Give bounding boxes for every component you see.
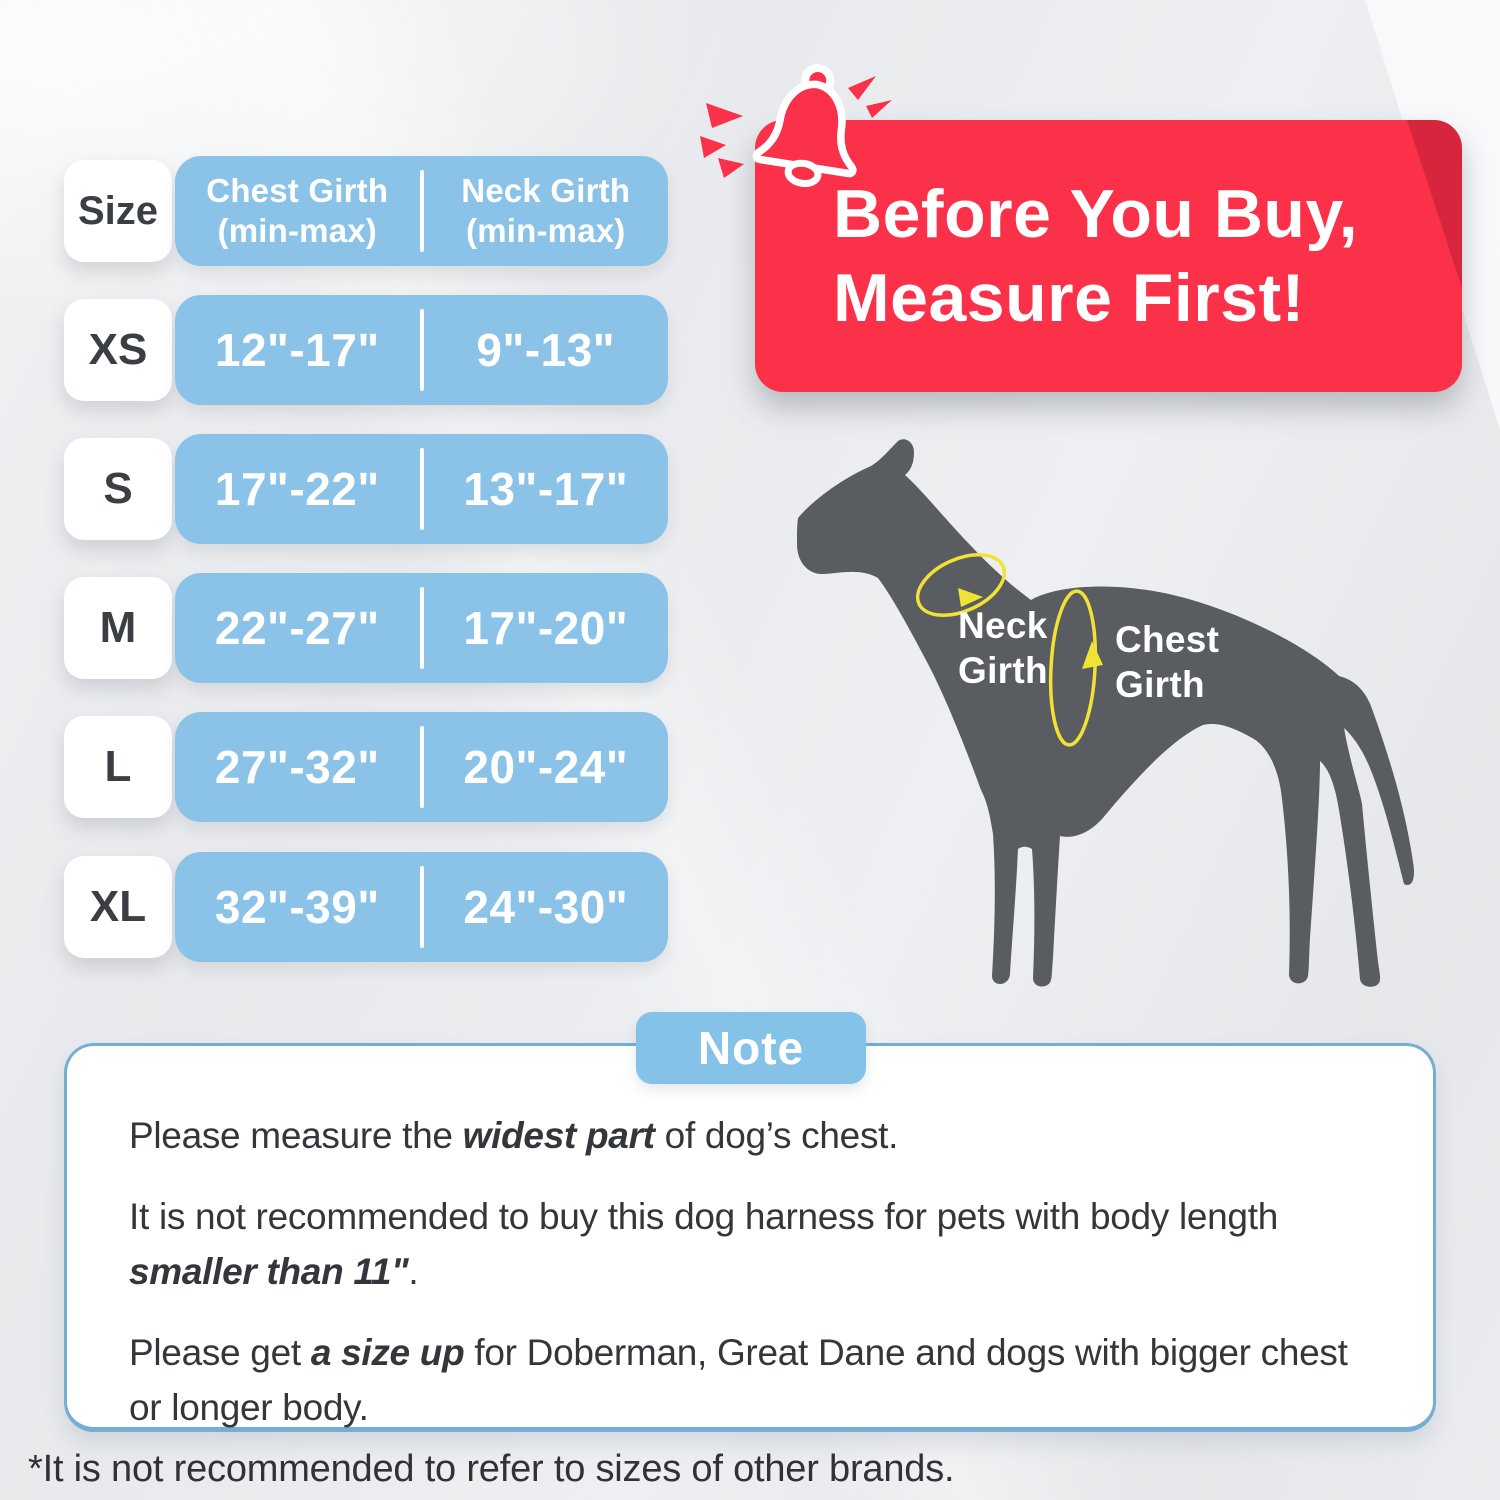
neck-girth-value: 24"-30" (463, 881, 629, 933)
note-paragraph-3: Please get a size up for Doberman, Great Dane and dogs with bigger chest or longer body. (129, 1332, 1348, 1428)
neck-girth-label-line1: Neck (958, 605, 1048, 646)
row-label-s (64, 438, 172, 540)
note-paragraph-2: It is not recommended to buy this dog harness for pets with body length smaller than 11". (129, 1196, 1278, 1292)
chest-girth-label-line1: Chest (1115, 619, 1220, 660)
table-row (175, 573, 668, 683)
neck-girth-label-line2: Girth (958, 650, 1048, 691)
size-value: L (104, 742, 132, 791)
table-row (175, 712, 668, 822)
chest-girth-value: 32"-39" (214, 881, 380, 933)
dog-silhouette (793, 438, 1423, 994)
chest-girth-value: 17"-22" (214, 463, 380, 515)
row-label-m (64, 577, 172, 679)
size-value: M (99, 603, 137, 652)
neck-girth-value: 13"-17" (463, 463, 629, 515)
size-column-header (64, 160, 172, 262)
neck-girth-value: 20"-24" (463, 741, 629, 793)
chest-girth-value: 27"-32" (214, 741, 380, 793)
chest-girth-label-line2: Girth (1115, 664, 1205, 705)
note-paragraph-1: Please measure the widest part of dog’s chest. (129, 1115, 899, 1156)
neck-girth-header-title: Neck Girth (461, 172, 631, 209)
row-label-l (64, 716, 172, 818)
size-value: XS (88, 325, 148, 374)
chest-girth-value: 12"-17" (214, 324, 380, 376)
chest-girth-header-title: Chest Girth (206, 172, 389, 209)
note-box (64, 1043, 1436, 1432)
table-row (175, 295, 668, 405)
banner-line2: Measure First! (833, 260, 1305, 336)
table-row (175, 852, 668, 962)
size-value: XL (89, 882, 147, 931)
table-row (175, 434, 668, 544)
chest-girth-label (1115, 617, 1219, 707)
chest-girth-value: 22"-27" (214, 602, 380, 654)
chest-girth-header-sub: (min-max) (217, 212, 377, 249)
neck-girth-label (958, 603, 1048, 693)
neck-girth-header-sub: (min-max) (466, 212, 626, 249)
size-value: S (103, 464, 133, 513)
banner-line1: Before You Buy, (833, 176, 1359, 252)
row-label-xl (64, 856, 172, 958)
footnote: *It is not recommended to refer to sizes of other brands. (28, 1448, 955, 1490)
size-header-label: Size (77, 188, 159, 233)
bell-alert-icon (698, 48, 898, 198)
neck-girth-value: 9"-13" (476, 324, 616, 376)
note-tab-label: Note (697, 1022, 805, 1074)
neck-girth-header (424, 156, 669, 266)
row-label-xs (64, 299, 172, 401)
table-header-bar (175, 156, 668, 266)
neck-girth-value: 17"-20" (463, 602, 629, 654)
chest-girth-header (175, 156, 420, 266)
note-tab (636, 1012, 866, 1084)
